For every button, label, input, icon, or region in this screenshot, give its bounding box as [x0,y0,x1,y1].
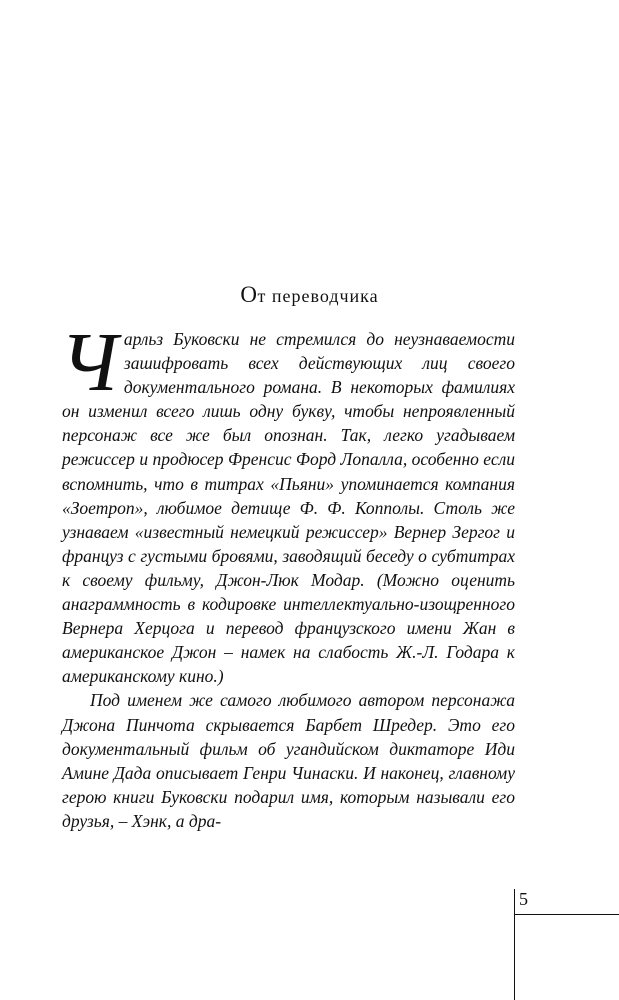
chapter-title-initial-rest: т [257,286,267,306]
chapter-title-rest: переводчика [266,286,379,306]
chapter-title [0,282,619,308]
paragraph-1-text: арльз Буковски не стремился до неузнаваемости зашифровать всех действующих лиц своего документального романа. В некоторых фамилиях он изменил всего лишь одну букву, чтобы непроявленный персонаж все же был опознан. Так, легко угадываем режиссер и продюсер Френсис Форд Лопалла, особенно если вспомнить, что в титрах «Пьяни» упоминается компания «Зоетроп», любимое детище Ф. Ф. Копполы. Столь же узнаваем «известный немецкий режиссер» Вернер Зергог и француз с густыми бровями, заводящий беседу о субтитрах к своему фильму, Джон-Люк Модар. (Можно оценить анаграммность в кодировке интеллектуально-изощренного Вернера Херцога и перевод французского имени Жан в американское Джон – намек на слабость Ж.-Л. Годара к американскому кино.) [62,329,515,687]
page-number: 5 [519,889,528,909]
page-number-horizontal-rule [514,914,619,915]
paragraph-2: Под именем же самого любимого автором персонажа Джона Пинчота скрывается Барбет Шредер. Это его документальный фильм об угандийском диктаторе Иди Амине Дада описывает Генри Чинаски. И наконец, главному герою книги Буковски подарил имя, которым называли его друзья, – Хэнк, а дра- [62,690,515,831]
page-number-vertical-rule [514,889,515,1000]
chapter-title-initial: О [240,282,258,307]
paragraph-1 [60,316,515,688]
drop-cap: Ч [60,316,118,409]
body-text [60,316,515,833]
